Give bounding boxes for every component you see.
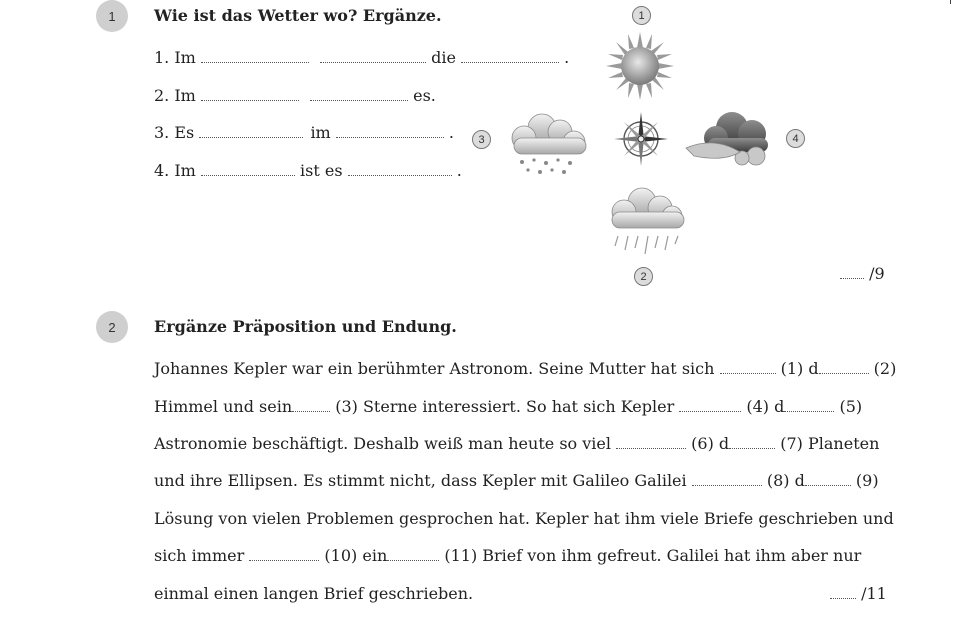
exercise-line: 1. Im die . bbox=[154, 48, 570, 67]
text-line: Astronomie beschäftigt. Deshalb weiß man heute so viel (6) d (7) Planeten bbox=[154, 434, 880, 453]
answer-blank[interactable] bbox=[720, 361, 776, 374]
exercise-title: Wie ist das Wetter wo? Ergänze. bbox=[154, 6, 442, 25]
compass-rose-icon bbox=[612, 110, 670, 168]
answer-blank[interactable] bbox=[310, 88, 408, 101]
score-blank[interactable] bbox=[840, 266, 864, 279]
answer-blank[interactable] bbox=[679, 399, 741, 412]
rain-cloud-icon bbox=[602, 184, 690, 260]
answer-blank[interactable] bbox=[692, 473, 762, 486]
exercise-line: 3. Es im . bbox=[154, 123, 455, 142]
score: /11 bbox=[830, 584, 887, 603]
text-line: einmal einen langen Brief geschrieben. bbox=[154, 584, 474, 603]
exercise-number-badge bbox=[96, 311, 128, 343]
exercise-number: 1 bbox=[108, 8, 116, 24]
answer-blank[interactable] bbox=[292, 399, 330, 412]
image-label: 4 bbox=[786, 129, 805, 148]
exercise-line: 4. Im ist es . bbox=[154, 161, 462, 180]
answer-blank[interactable] bbox=[320, 50, 426, 63]
exercise-number-badge bbox=[96, 0, 128, 32]
answer-blank[interactable] bbox=[784, 399, 834, 412]
answer-blank[interactable] bbox=[199, 125, 303, 138]
image-label: 2 bbox=[634, 267, 653, 286]
text-line: Lösung von vielen Problemen gesprochen hat. Kepler hat ihm viele Briefe geschrieben und bbox=[154, 509, 894, 528]
answer-blank[interactable] bbox=[201, 163, 295, 176]
answer-blank[interactable] bbox=[616, 436, 686, 449]
exercise-title: Ergänze Präposition und Endung. bbox=[154, 317, 457, 336]
answer-blank[interactable] bbox=[201, 88, 299, 101]
image-label: 3 bbox=[472, 130, 491, 149]
wind-cloud-icon bbox=[684, 106, 776, 174]
answer-blank[interactable] bbox=[819, 361, 869, 374]
answer-blank[interactable] bbox=[805, 473, 851, 486]
score: /9 bbox=[840, 264, 885, 283]
corner-mark bbox=[950, 0, 959, 4]
exercise-line: 2. Im es. bbox=[154, 86, 436, 105]
answer-blank[interactable] bbox=[249, 548, 319, 561]
answer-blank[interactable] bbox=[336, 125, 444, 138]
answer-blank[interactable] bbox=[201, 50, 309, 63]
text-line: Johannes Kepler war ein berühmter Astronom. Seine Mutter hat sich (1) d (2) bbox=[154, 359, 897, 378]
sun-icon bbox=[604, 30, 676, 102]
text-line: sich immer (10) ein (11) Brief von ihm gefreut. Galilei hat ihm aber nur bbox=[154, 546, 862, 565]
snow-cloud-icon bbox=[504, 108, 592, 178]
image-label: 1 bbox=[632, 6, 651, 25]
text-line: und ihre Ellipsen. Es stimmt nicht, dass Kepler mit Galileo Galilei (8) d (9) bbox=[154, 471, 879, 490]
answer-blank[interactable] bbox=[729, 436, 775, 449]
exercise-number: 2 bbox=[108, 319, 116, 335]
answer-blank[interactable] bbox=[387, 548, 439, 561]
score-blank[interactable] bbox=[830, 586, 856, 599]
answer-blank[interactable] bbox=[348, 163, 452, 176]
text-line: Himmel und sein (3) Sterne interessiert. So hat sich Kepler (4) d (5) bbox=[154, 397, 863, 416]
answer-blank[interactable] bbox=[461, 50, 559, 63]
